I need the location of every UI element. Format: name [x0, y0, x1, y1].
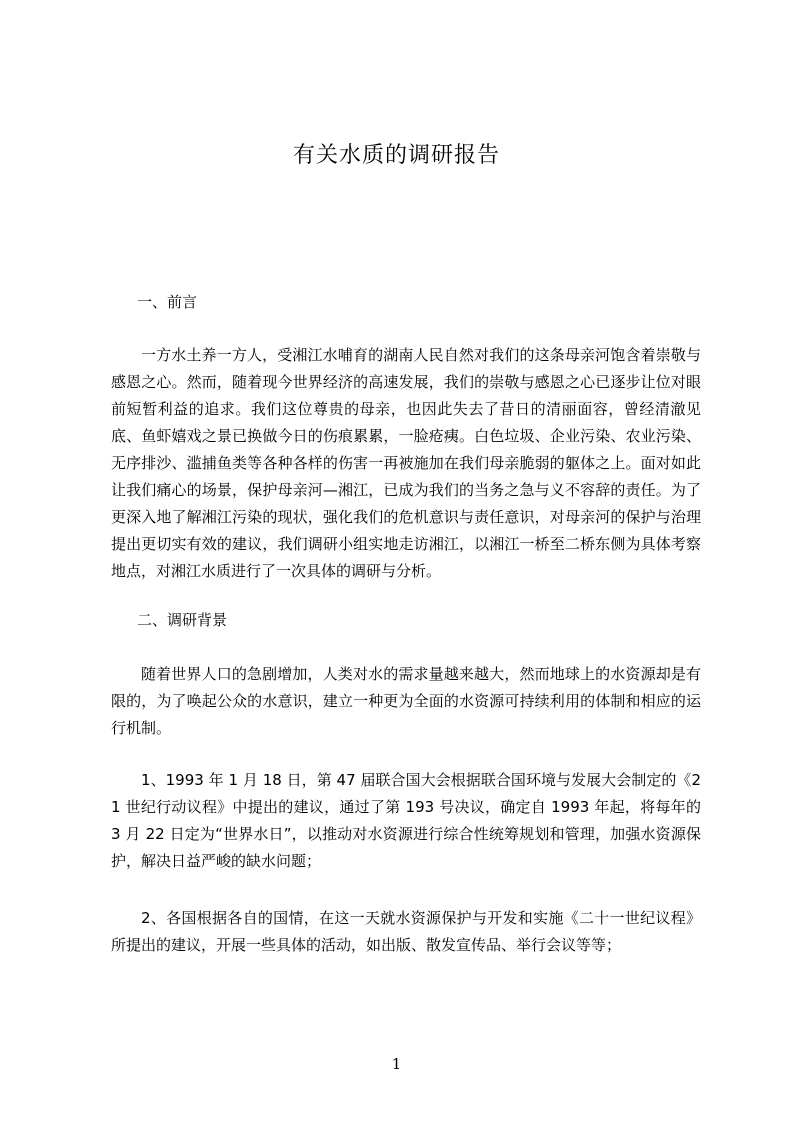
- paragraph-background-intro: 随着世界人口的急剧增加，人类对水的需求量越来越大，然而地球上的水资源却是有限的，为了唤起公众的水意识，建立一种更为全面的水资源可持续利用的体制和相应的运行机制。: [111, 665, 701, 737]
- page-number: 1: [391, 1055, 402, 1073]
- paragraph-preface: 一方水土养一方人，受湘江水哺育的湖南人民自然对我们的这条母亲河饱含着崇敬与感恩之心。然而，随着现今世界经济的高速发展，我们的崇敬与感恩之心已逐步让位对眼前短暂利益的追求。我们这位尊贵的母亲，也因此失去了昔日的清丽面容，曾经清澈见底、鱼虾嬉戏之景已换做今日的伤痕累累，一脸疮痍。白色垃圾、企业污染、农业污染、无序排沙、滥捕鱼类等各种各样的伤害一再被施加在我们母亲脆弱的躯体之上。面对如此让我们痛心的场景，保护母亲河—湘江，已成为我们的当务之急与义不容辞的责任。为了更深入地了解湘江污染的现状，强化我们的危机意识与责任意识，对母亲河的保护与治理提出更切实有效的建议，我们调研小组实地走访湘江，以湘江一桥至二桥东侧为具体考察地点，对湘江水质进行了一次具体的调研与分析。: [111, 346, 701, 580]
- section-heading-background: 二、调研背景: [137, 611, 228, 629]
- paragraph-background-item-2: 2、各国根据各自的国情，在这一天就水资源保护与开发和实施《二十一世纪议程》所提出的建议，开展一些具体的活动，如出版、散发宣传品、举行会议等等；: [111, 909, 701, 954]
- section-heading-preface: 一、前言: [137, 293, 198, 311]
- document-title: 有关水质的调研报告: [292, 143, 500, 168]
- paragraph-background-item-1: 1、1993 年 1 月 18 日，第 47 届联合国大会根据联合国环境与发展大会制定的《21 世纪行动议程》中提出的建议，通过了第 193 号决议，确定自 1993 年起，将每年的 3 月 22 日定为“世界水日”，以推动对水资源进行综合性统筹规划和管理，加强水资源保护，解决日益严峻的缺水问题；: [111, 771, 701, 870]
